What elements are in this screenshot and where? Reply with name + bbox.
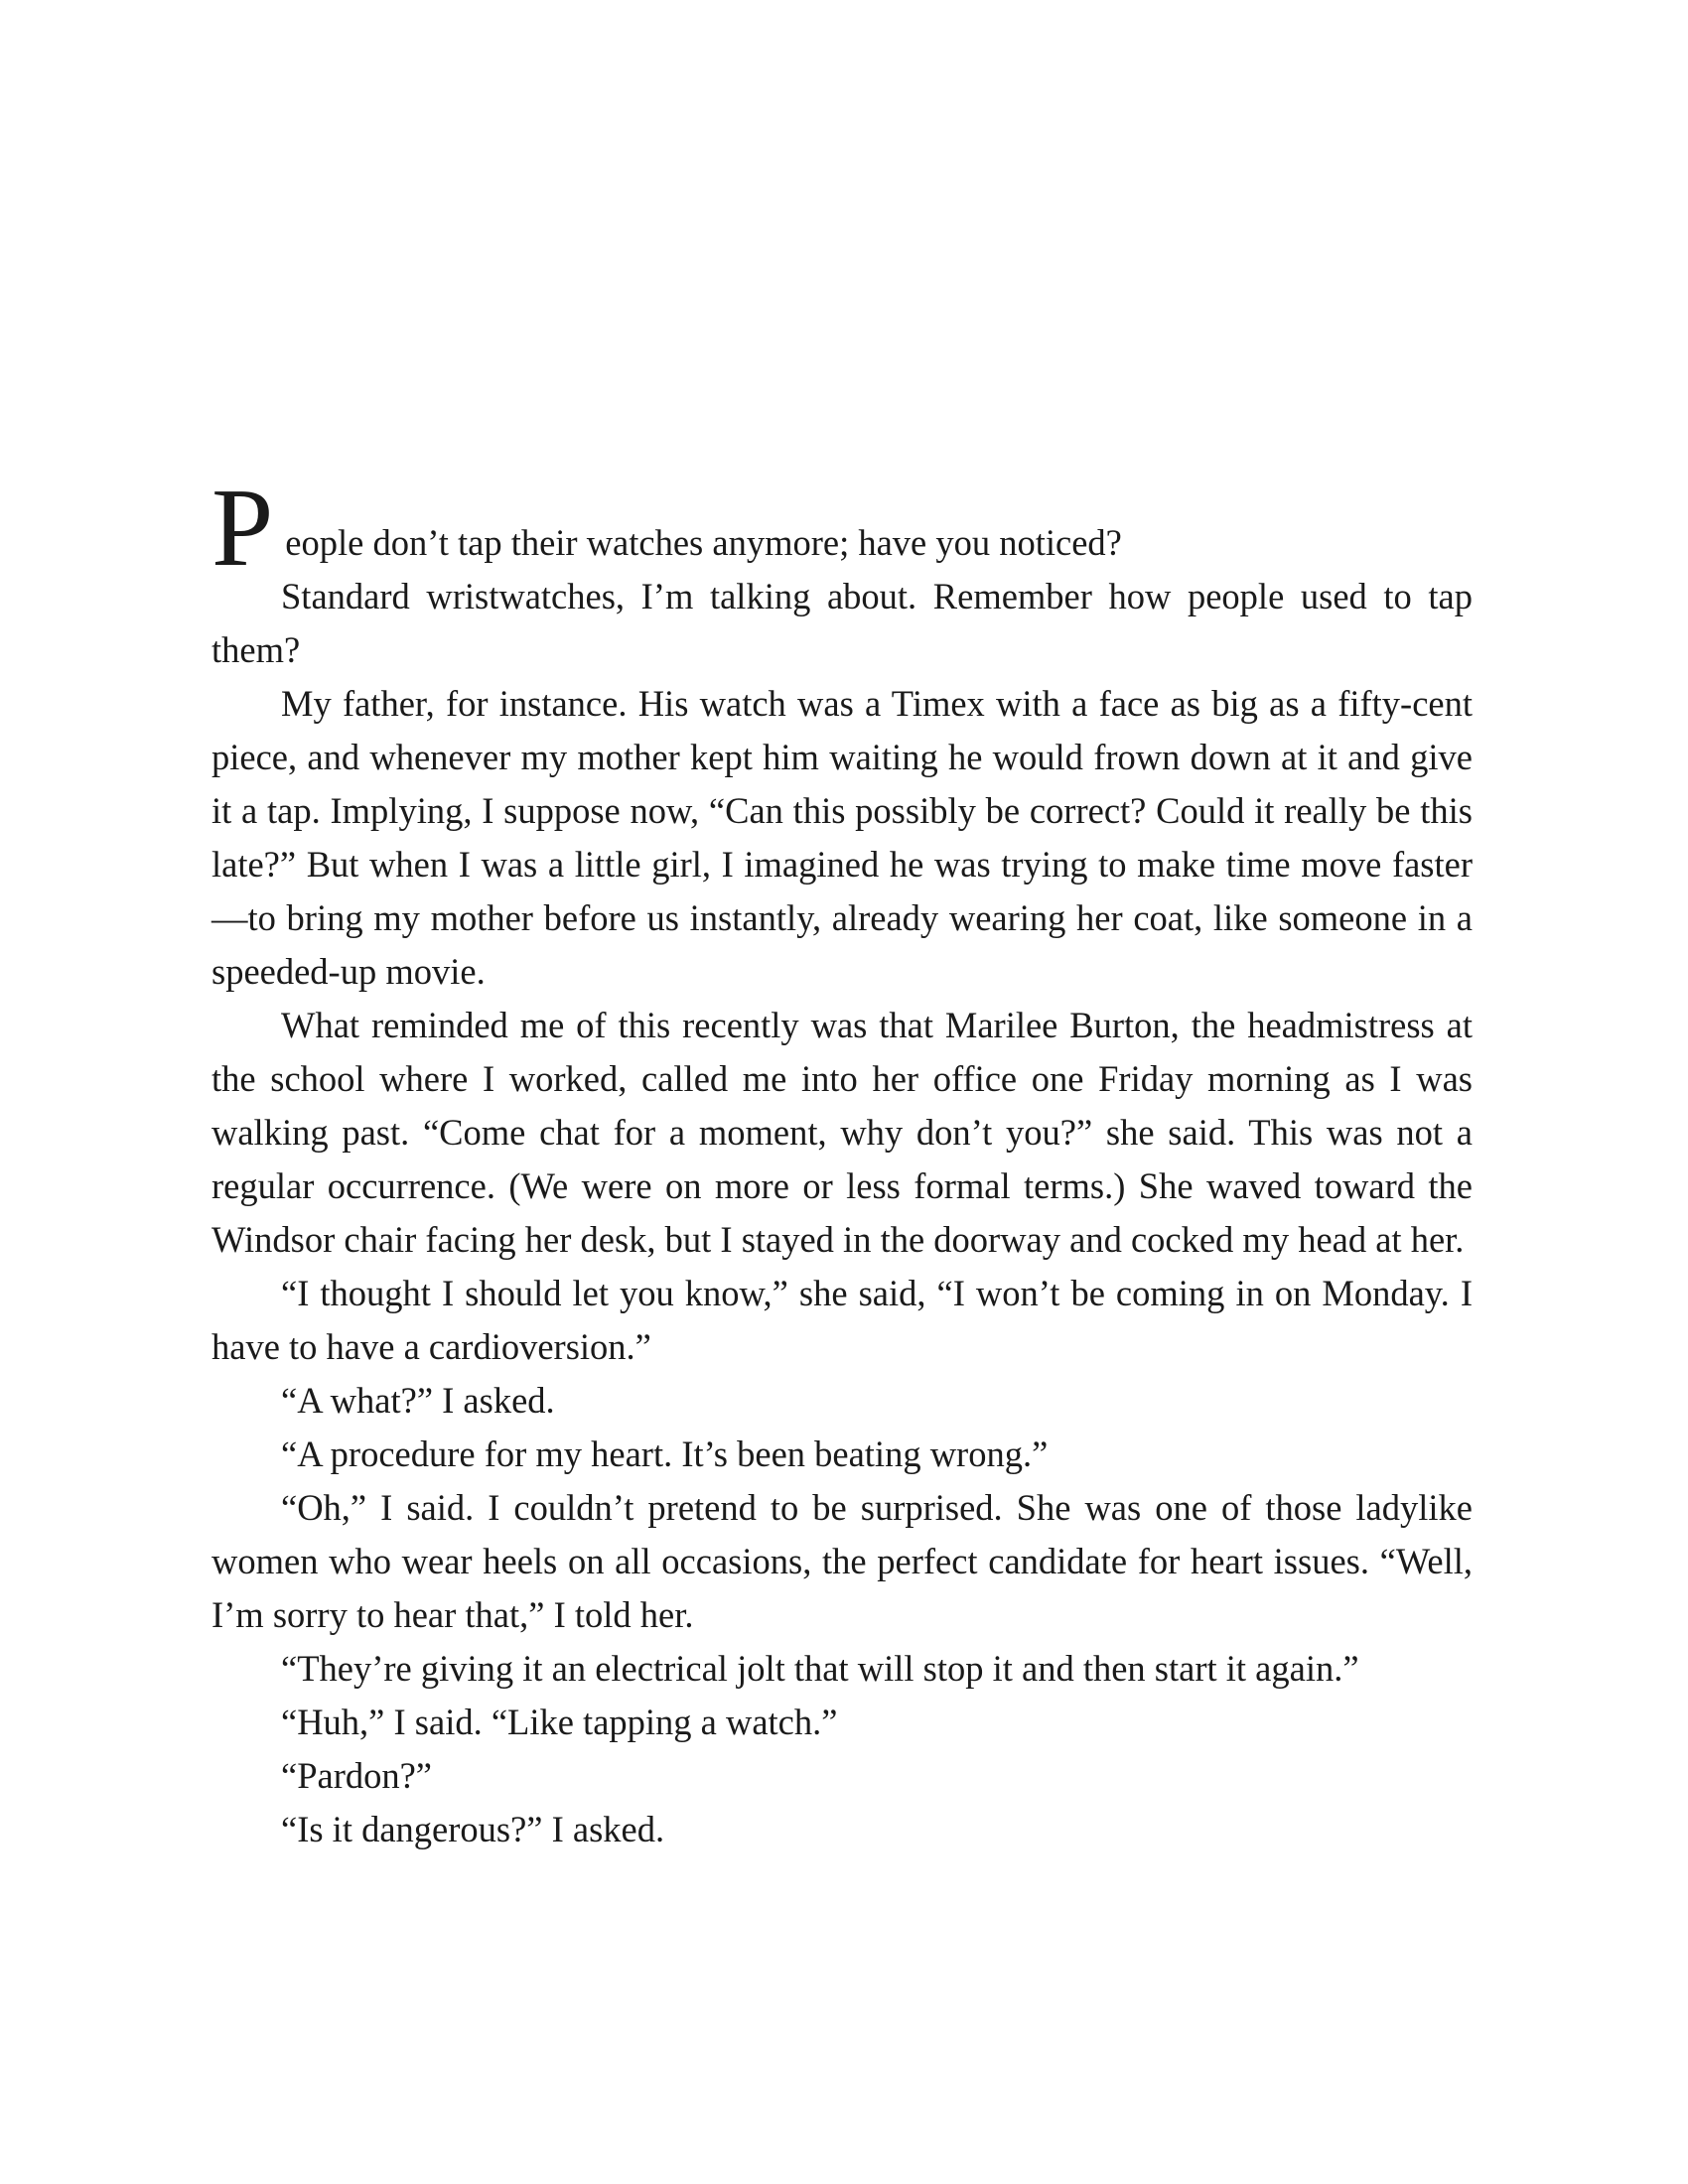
paragraph: Standard wristwatches, I’m talking about. Remember how people used to tap them? bbox=[211, 576, 1473, 670]
paragraph: “Huh,” I said. “Like tapping a watch.” bbox=[281, 1702, 838, 1742]
paragraph: “Oh,” I said. I couldn’t pretend to be surprised. She was one of those ladylike women who wear heels on all occasions, the perfect candidate for heart issues. “Well, I’m sorry to hear that,” I told her. bbox=[211, 1487, 1473, 1635]
paragraph: “A what?” I asked. bbox=[281, 1380, 555, 1421]
opening-line: eople don’t tap their watches anymore; have you noticed? bbox=[285, 522, 1122, 563]
drop-cap: P bbox=[211, 467, 274, 590]
paragraph: “Is it dangerous?” I asked. bbox=[281, 1809, 665, 1849]
paragraph: My father, for instance. His watch was a Timex with a face as big as a fifty-cent piece, and whenever my mother kept him waiting he would frown down at it and give it a tap. Implying, I suppose now, “Can this possibly be correct? Could it really be this late?” But when I was a little girl, I imagined he was trying to make time move faster—to bring my mother before us instantly, already wearing her coat, like someone in a speeded-up movie. bbox=[211, 683, 1473, 992]
paragraph: “A procedure for my heart. It’s been beating wrong.” bbox=[281, 1433, 1049, 1474]
paragraph: What reminded me of this recently was that Marilee Burton, the headmistress at the school where I worked, called me into her office one Friday morning as I was walking past. “Come chat for a moment, why don’t you?” she said. This was not a regular occurrence. (We were on more or less formal terms.) She waved toward the Windsor chair facing her desk, but I stayed in the doorway and cocked my head at her. bbox=[211, 1005, 1473, 1260]
paragraph: “Pardon?” bbox=[281, 1755, 433, 1796]
opening-paragraph bbox=[211, 467, 1473, 590]
story-text bbox=[211, 467, 1473, 1856]
paragraph: “They’re giving it an electrical jolt that will stop it and then start it again.” bbox=[281, 1648, 1359, 1689]
paragraph: “I thought I should let you know,” she said, “I won’t be coming in on Monday. I have to have a cardioversion.” bbox=[211, 1273, 1473, 1367]
